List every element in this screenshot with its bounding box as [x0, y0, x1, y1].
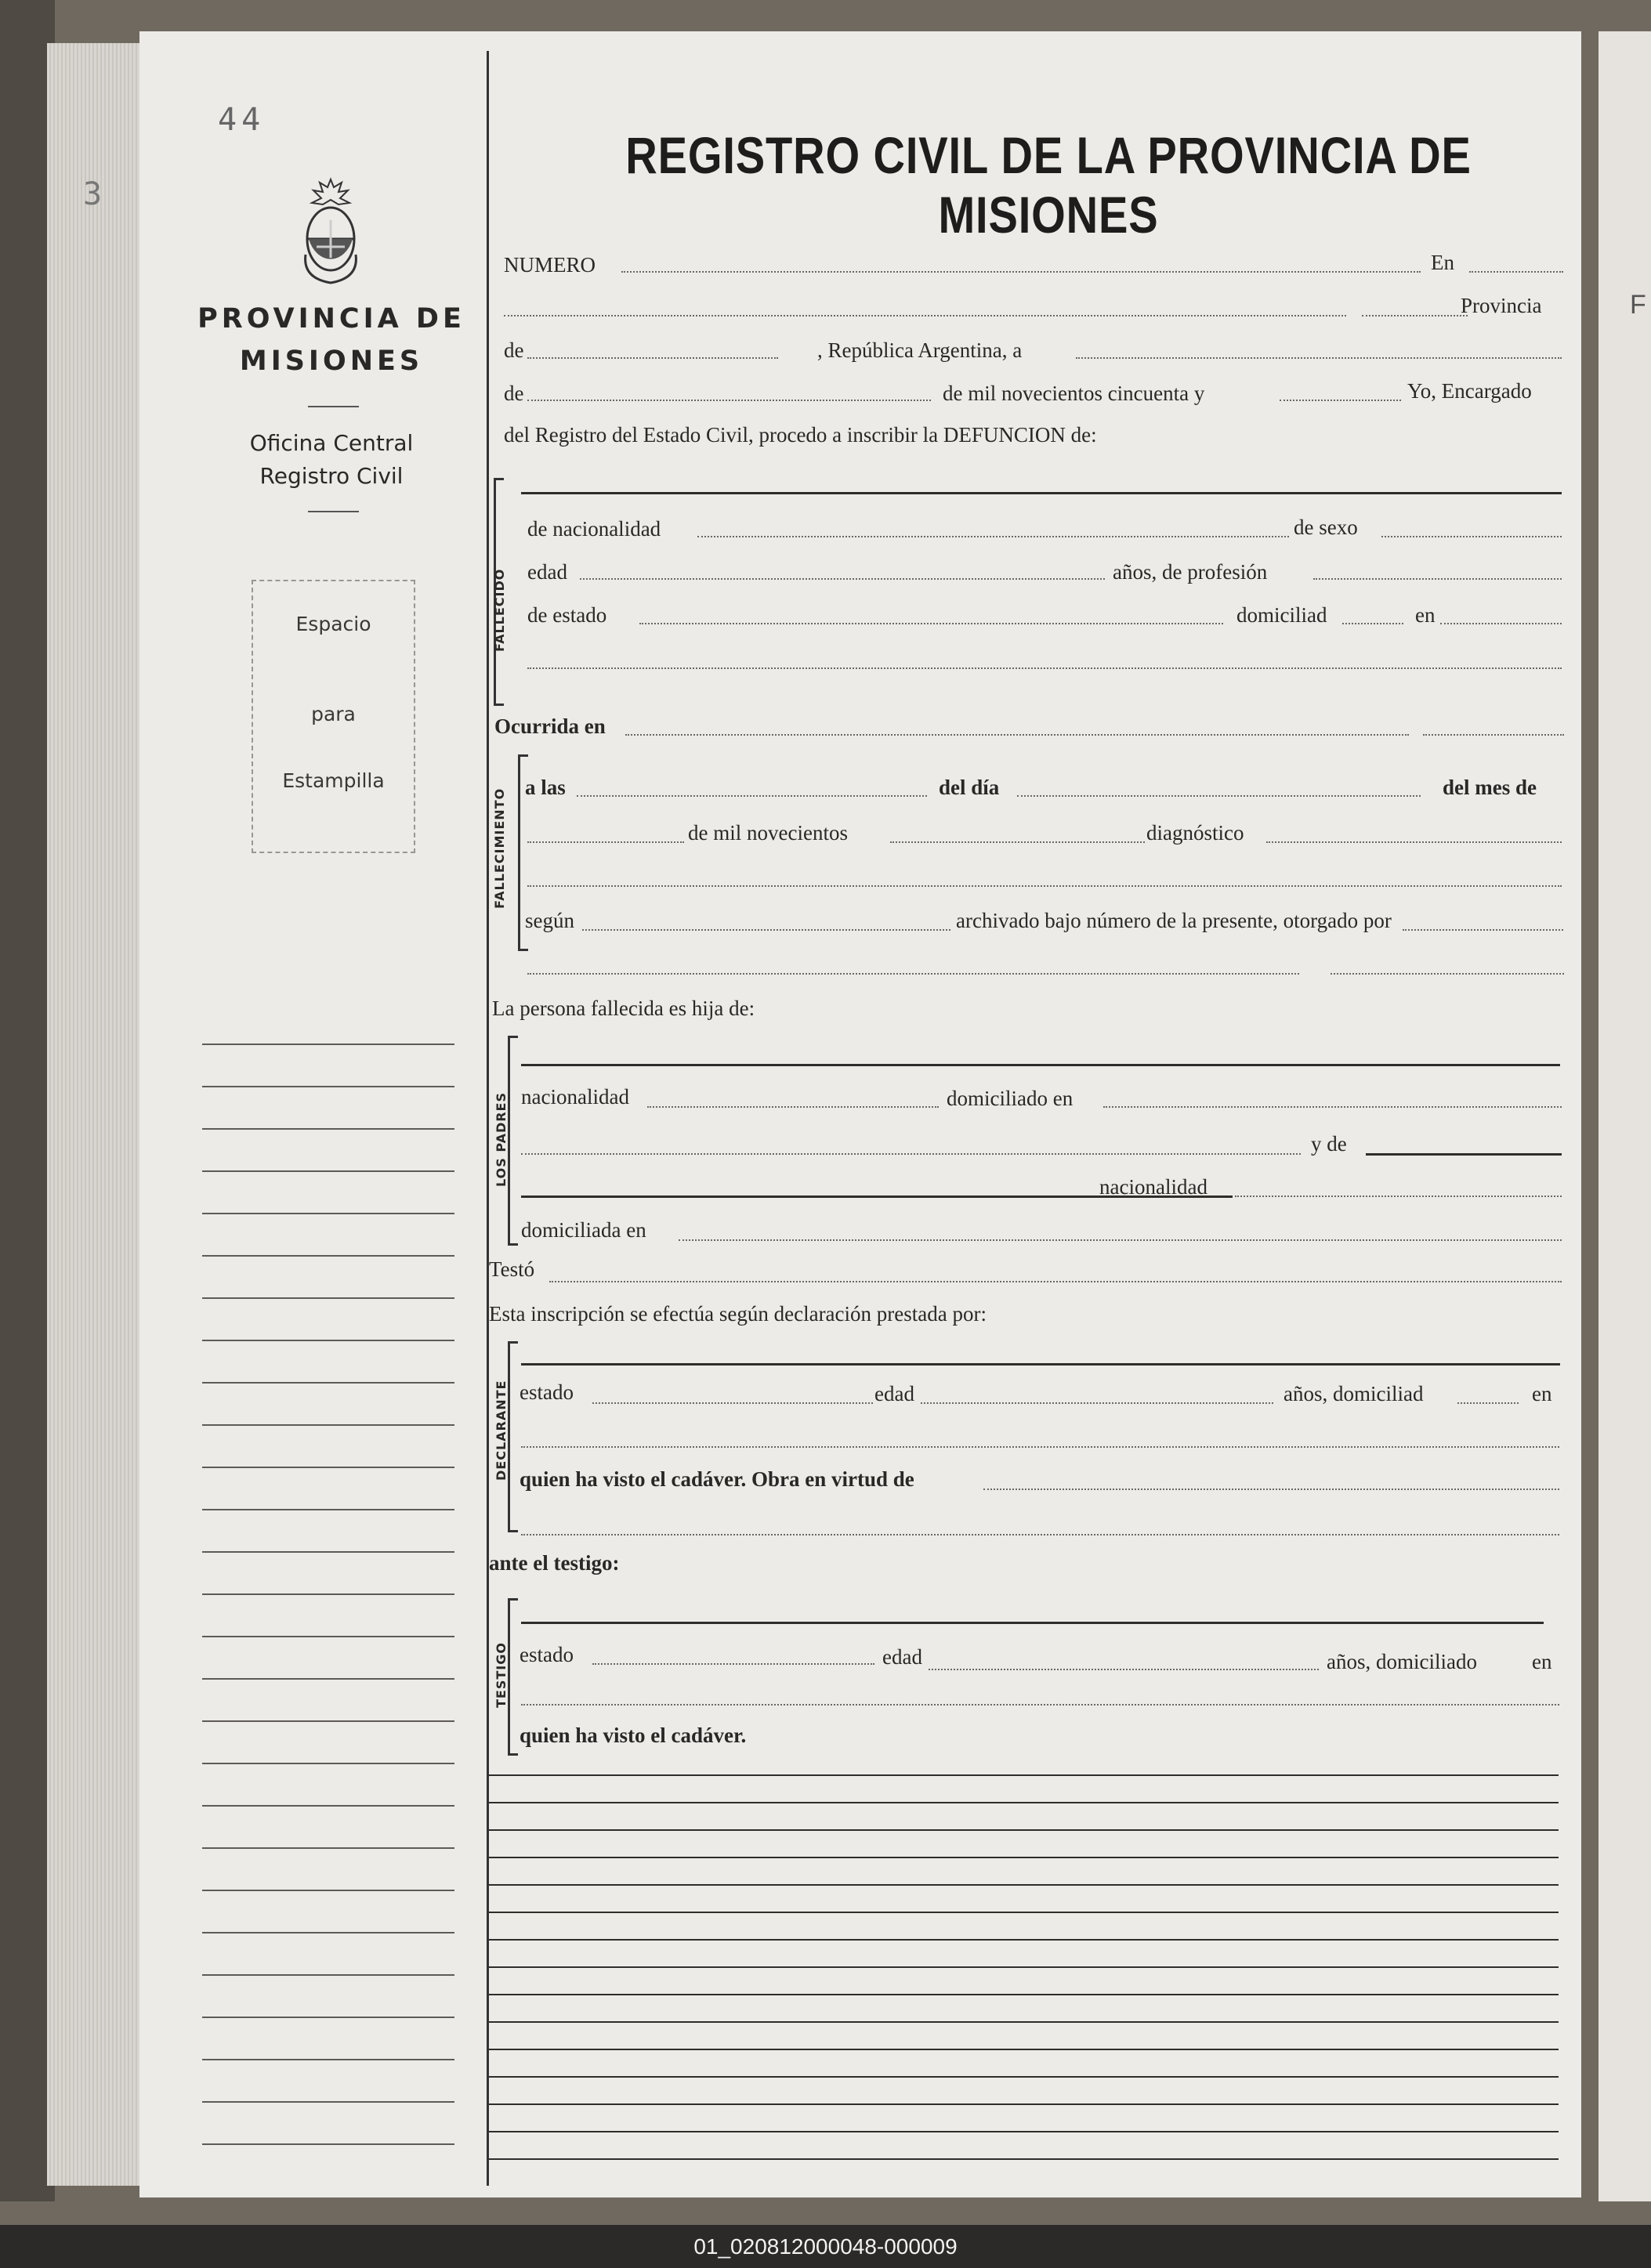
office-line2: Registro Civil [259, 463, 404, 489]
label-esta-inscripcion: Esta inscripción se efectúa según declaración prestada por: [489, 1302, 987, 1326]
margin-mark: 3 [83, 176, 103, 212]
coat-of-arms-icon [302, 176, 359, 286]
label-anos-domiciliado: años, domiciliado [1327, 1650, 1477, 1673]
field-obra-cont[interactable] [521, 1534, 1559, 1536]
office-name [186, 427, 476, 493]
field-provincia[interactable] [1362, 315, 1468, 317]
province-line2: MISIONES [239, 345, 424, 377]
label-quien-visto: quien ha visto el cadáver. [520, 1724, 747, 1747]
field-domiciliad-declarante[interactable] [1457, 1402, 1519, 1404]
field-padre[interactable] [521, 1064, 1560, 1066]
label-nacionalidad: nacionalidad [1099, 1175, 1207, 1199]
label-de: de [504, 382, 524, 405]
label-nacionalidad: nacionalidad [521, 1085, 629, 1109]
label-a-las: a las [525, 776, 566, 799]
label-de-nacionalidad: de nacionalidad [527, 517, 661, 541]
field-testo[interactable] [549, 1281, 1562, 1282]
notes-line[interactable] [489, 2103, 1559, 2105]
label-en: En [1431, 251, 1454, 274]
field-edad-testigo[interactable] [929, 1669, 1319, 1670]
notes-line[interactable] [489, 1994, 1559, 1995]
field-edad[interactable] [580, 578, 1105, 580]
field-name[interactable] [521, 492, 1562, 494]
label-de-sexo: de sexo [1294, 515, 1358, 539]
field-domicilio[interactable] [1440, 623, 1562, 624]
edge-glyph: F [1630, 290, 1646, 320]
section-label-fallecimiento: FALLECIMIENTO [492, 787, 507, 909]
field-nacionalidad-padre[interactable] [647, 1106, 939, 1108]
field-obra-en-virtud[interactable] [983, 1488, 1559, 1490]
notes-line[interactable] [489, 2158, 1559, 2160]
divider [308, 511, 359, 512]
label-en: en [1415, 603, 1436, 627]
label-del-dia: del día [939, 776, 1000, 799]
column-divider [487, 51, 489, 2186]
field-sexo[interactable] [1381, 536, 1562, 537]
margin-notes-lines [202, 1003, 454, 2178]
label-persona-fallecida: La persona fallecida es hija de: [492, 997, 755, 1020]
field-domicilio-testigo[interactable] [521, 1704, 1559, 1706]
label-edad: edad [882, 1645, 922, 1669]
field-madre[interactable] [1366, 1153, 1562, 1156]
label-quien-visto-obra: quien ha visto el cadáver. Obra en virtud de [520, 1467, 914, 1491]
field-place[interactable] [504, 315, 1346, 317]
office-line1: Oficina Central [249, 430, 414, 456]
field-declarante[interactable] [521, 1363, 1560, 1366]
label-y-de: y de [1311, 1132, 1347, 1156]
field-otorgado[interactable] [1403, 929, 1563, 931]
field-numero[interactable] [621, 271, 1421, 273]
section-bracket [508, 1341, 518, 1532]
image-id-label: 01_020812000048-000009 [693, 2234, 958, 2259]
section-label-testigo: TESTIGO [494, 1642, 509, 1708]
image-id-bar [0, 2225, 1651, 2268]
label-ocurrida-en: Ocurrida en [494, 714, 606, 738]
field-otorgado-cont2[interactable] [1331, 973, 1564, 975]
field-testigo[interactable] [521, 1622, 1544, 1624]
label-testo: Testó [489, 1257, 535, 1281]
field-de[interactable] [527, 357, 778, 359]
label-domiciliad: domiciliad [1236, 603, 1327, 627]
stamp-box [252, 580, 415, 853]
label-en: en [1532, 1382, 1552, 1405]
notes-line[interactable] [489, 2021, 1559, 2023]
page-number: 44 [218, 102, 266, 138]
label-de: de [504, 338, 524, 362]
label-domiciliado-en: domiciliado en [947, 1087, 1074, 1110]
province-name [186, 298, 476, 382]
notes-line[interactable] [489, 1966, 1559, 1968]
section-bracket [508, 1598, 518, 1756]
field-profesion[interactable] [1313, 578, 1562, 580]
label-anos-domiciliad: años, domiciliad [1284, 1382, 1424, 1405]
notes-line[interactable] [489, 1884, 1559, 1886]
label-yo-encargado: Yo, Encargado [1407, 379, 1532, 403]
label-del-mes-de: del mes de [1443, 776, 1537, 799]
label-anos-profesion: años, de profesión [1113, 560, 1268, 584]
label-estado: estado [520, 1643, 574, 1666]
label-estado: estado [520, 1380, 574, 1404]
stamp-line1: Espacio [295, 613, 371, 635]
field-estado[interactable] [639, 623, 1223, 624]
label-edad: edad [874, 1382, 914, 1405]
field-ocurrida[interactable] [625, 734, 1409, 736]
notes-line[interactable] [489, 1774, 1559, 1776]
field-en[interactable] [1469, 271, 1563, 273]
field-segun[interactable] [582, 929, 950, 931]
divider [308, 406, 359, 407]
field-anio[interactable] [890, 841, 1145, 843]
field-month[interactable] [527, 400, 931, 401]
field-nacionalidad[interactable] [697, 536, 1289, 537]
province-line1: PROVINCIA DE [197, 303, 465, 335]
notes-line[interactable] [489, 1912, 1559, 1913]
notes-line[interactable] [489, 2076, 1559, 2078]
field-domicilio-cont[interactable] [527, 667, 1562, 669]
label-en: en [1532, 1650, 1552, 1673]
notes-line[interactable] [489, 1802, 1559, 1803]
notes-line[interactable] [489, 2131, 1559, 2132]
field-diagnostico[interactable] [1266, 841, 1562, 843]
label-de-mil-novecientos: de mil novecientos [688, 821, 848, 845]
label-republica: , República Argentina, a [817, 338, 1023, 362]
label-del-registro: del Registro del Estado Civil, procedo a inscribir la DEFUNCION de: [504, 423, 1097, 447]
book-cover-right [1599, 31, 1651, 2201]
field-ocurrida-cont[interactable] [1423, 734, 1564, 736]
label-de-estado: de estado [527, 603, 607, 627]
register-page [83, 31, 1581, 2197]
page-title: REGISTRO CIVIL DE LA PROVINCIA DE MISIONES [625, 126, 1472, 244]
field-domicilio-madre[interactable] [679, 1239, 1562, 1241]
field-year[interactable] [1280, 400, 1401, 401]
field-otorgado-cont[interactable] [527, 973, 1299, 975]
label-archivado: archivado bajo número de la presente, otorgado por [956, 909, 1392, 932]
field-domicilio-declarante[interactable] [521, 1446, 1559, 1448]
stamp-line2: para [311, 703, 356, 725]
field-hora[interactable] [577, 795, 927, 797]
notes-line[interactable] [489, 1939, 1559, 1941]
field-domiciliad[interactable] [1342, 623, 1403, 624]
label-ante-testigo: ante el testigo: [489, 1551, 620, 1575]
section-label-fallecido: FALLECIDO [492, 568, 507, 652]
label-de-mil: de mil novecientos cincuenta y [943, 382, 1205, 405]
label-provincia: Provincia [1461, 294, 1542, 317]
stamp-line3: Estampilla [282, 769, 385, 792]
section-label-padres: LOS PADRES [494, 1091, 509, 1187]
field-date-a[interactable] [1076, 357, 1562, 359]
field-diagnostico-cont[interactable] [527, 885, 1562, 887]
field-edad-declarante[interactable] [921, 1402, 1273, 1404]
section-bracket [508, 1036, 518, 1246]
label-edad: edad [527, 560, 567, 584]
field-estado-testigo[interactable] [592, 1663, 874, 1665]
field-dia[interactable] [1017, 795, 1421, 797]
label-domiciliada-en: domiciliada en [521, 1218, 646, 1242]
label-segun: según [525, 909, 574, 932]
field-estado-declarante[interactable] [592, 1402, 873, 1404]
field-mes[interactable] [527, 841, 684, 843]
field-domicilio-padre[interactable] [1103, 1106, 1562, 1108]
section-label-declarante: DECLARANTE [494, 1380, 509, 1481]
label-diagnostico: diagnóstico [1146, 821, 1244, 845]
field-domicilio-padre-cont[interactable] [521, 1153, 1301, 1155]
label-numero: NUMERO [504, 253, 596, 277]
notes-line[interactable] [489, 1829, 1559, 1831]
field-nacionalidad-madre[interactable] [1235, 1195, 1562, 1197]
notes-line[interactable] [489, 1857, 1559, 1858]
notes-line[interactable] [489, 2049, 1559, 2050]
